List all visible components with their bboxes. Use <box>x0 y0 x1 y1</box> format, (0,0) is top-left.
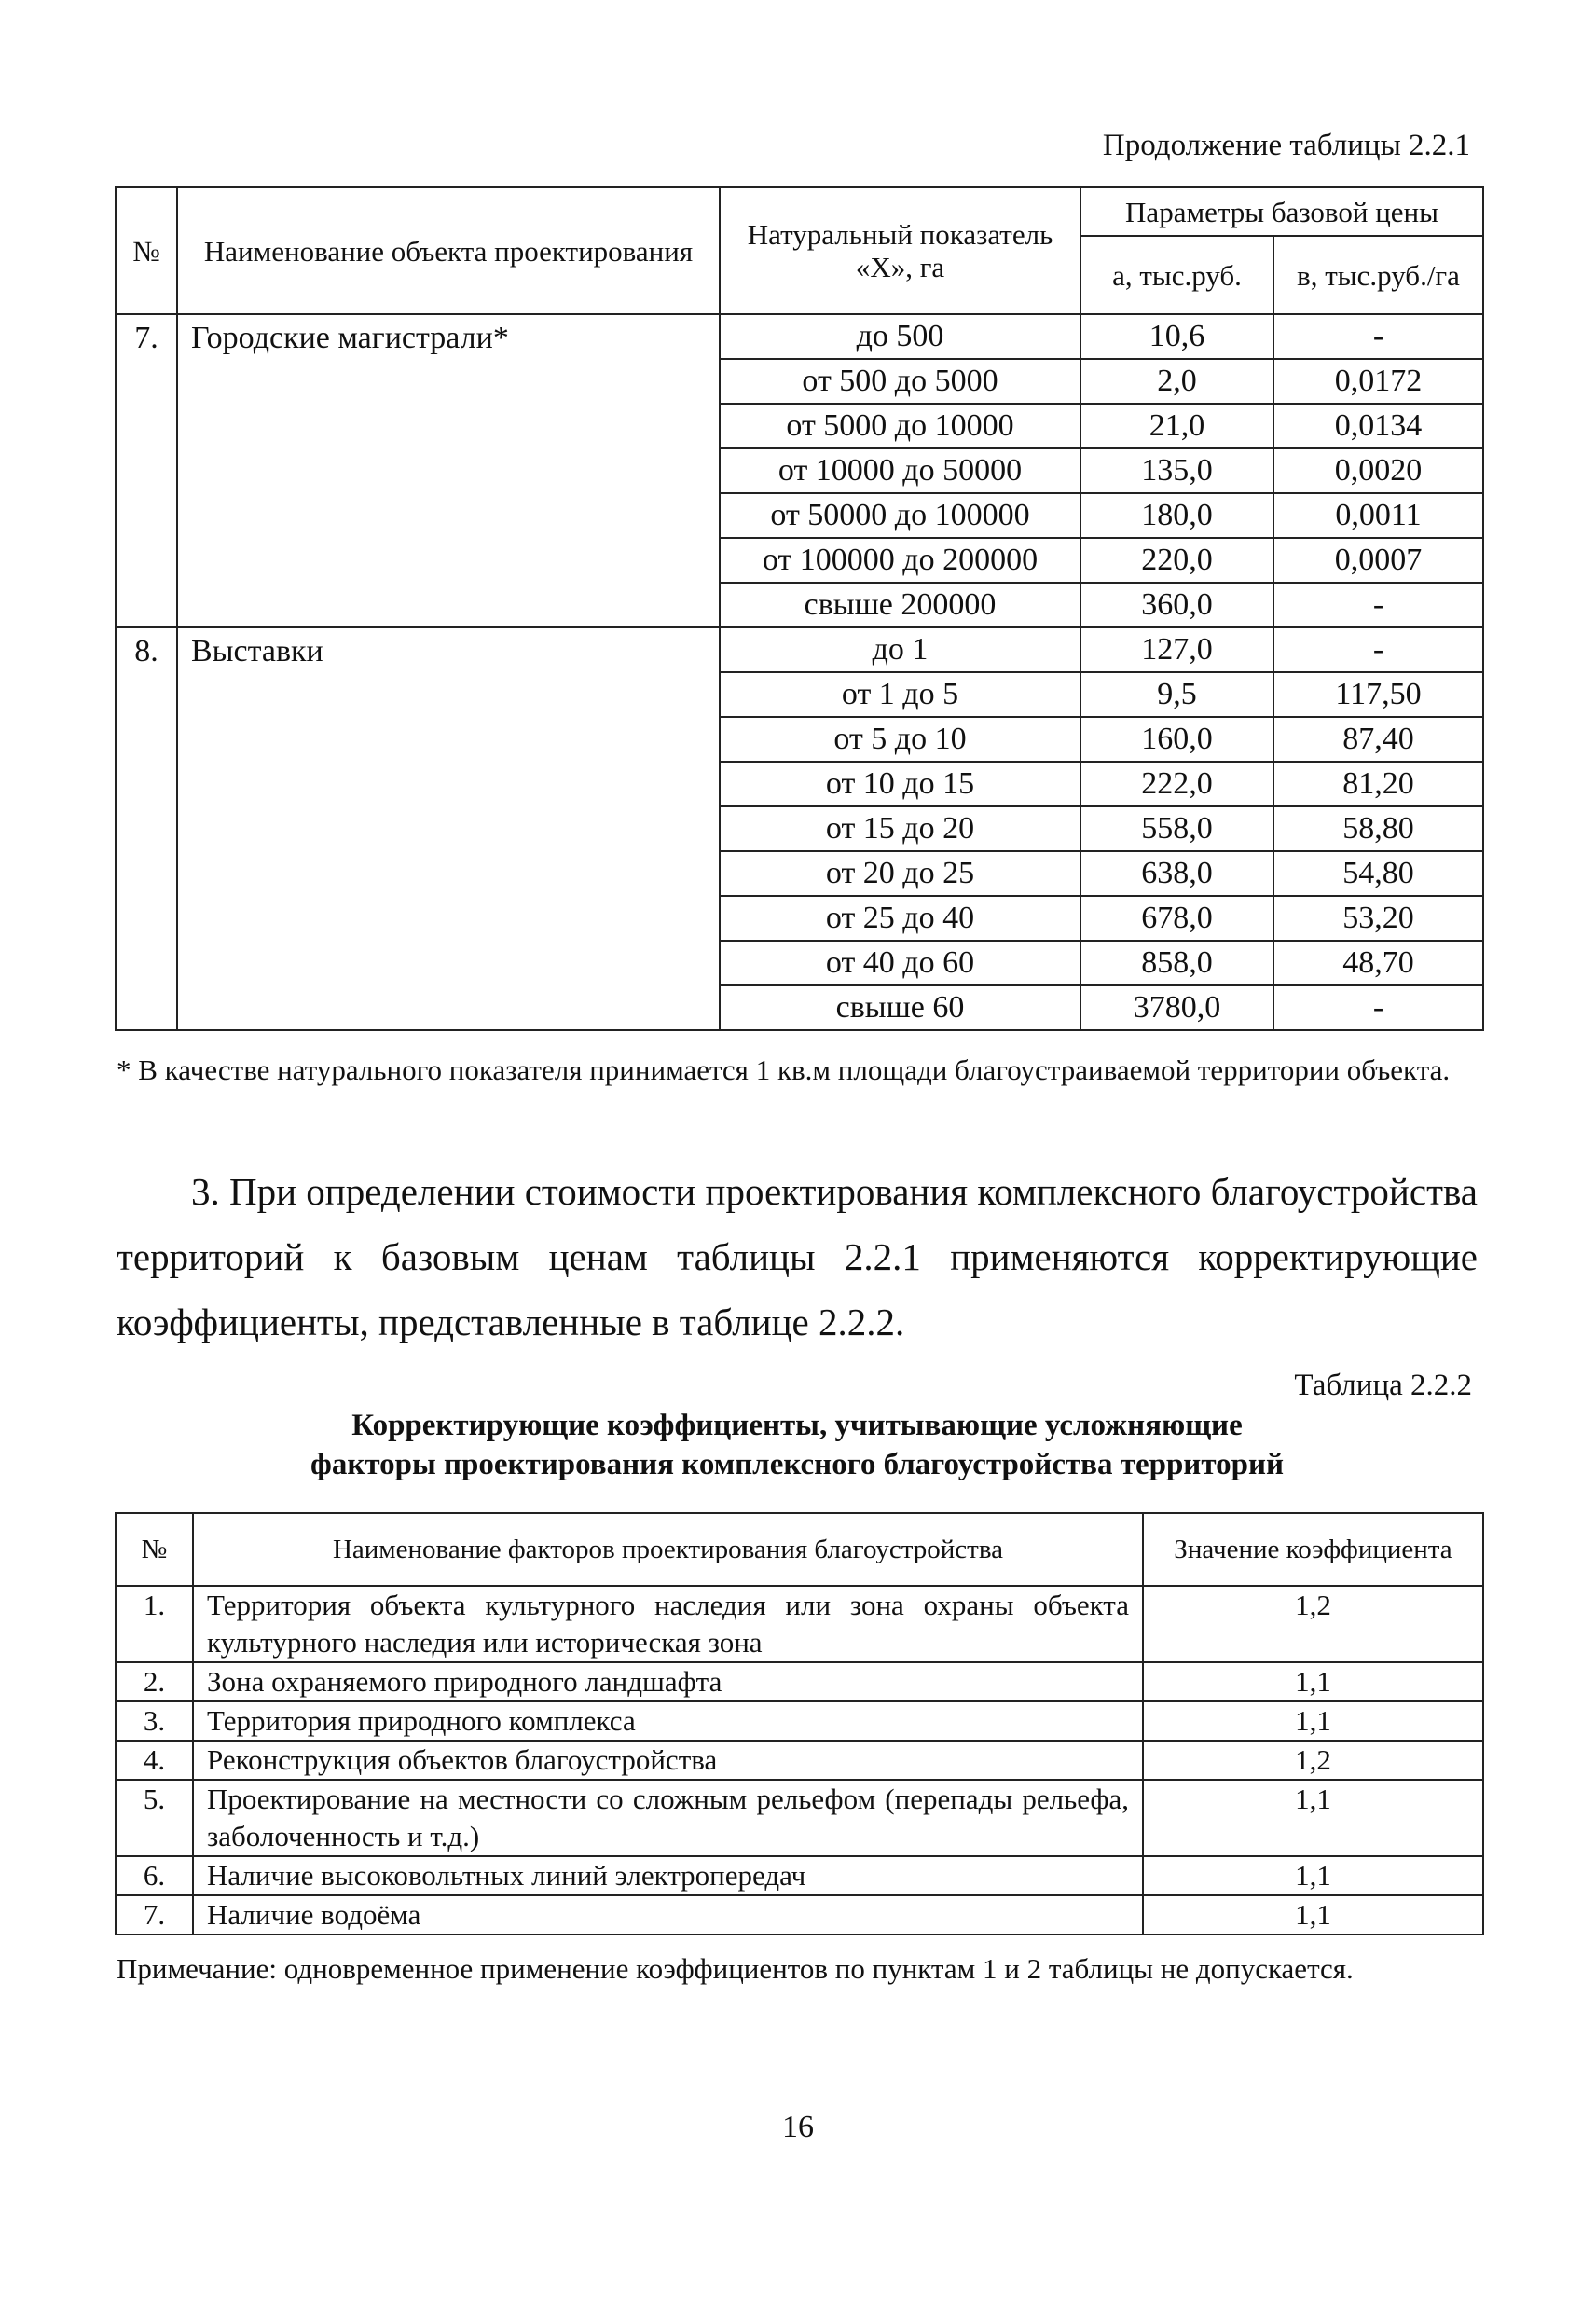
price-b: 0,0007 <box>1273 538 1483 583</box>
object-name: Выставки <box>177 627 720 1030</box>
indicator-range: свыше 200000 <box>720 583 1080 627</box>
indicator-range: от 1 до 5 <box>720 672 1080 717</box>
object-name: Городские магистрали* <box>177 314 720 627</box>
table-row <box>116 1662 1483 1701</box>
table-row <box>116 1780 1483 1856</box>
table-2-title <box>117 1406 1478 1484</box>
price-b: 117,50 <box>1273 672 1483 717</box>
factor-name: Проектирование на местности со сложным рельефом (перепады рельефа, заболоченность и т.д.) <box>193 1780 1143 1856</box>
price-b: 54,80 <box>1273 851 1483 896</box>
indicator-range: от 40 до 60 <box>720 941 1080 985</box>
price-b: 81,20 <box>1273 762 1483 806</box>
indicator-range: от 50000 до 100000 <box>720 493 1080 538</box>
price-b: 0,0020 <box>1273 448 1483 493</box>
row-number: 7. <box>116 1895 193 1934</box>
factor-name: Территория природного комплекса <box>193 1701 1143 1741</box>
header-indicator: Натуральный показатель «Х», га <box>720 187 1080 314</box>
price-b: - <box>1273 985 1483 1030</box>
price-b: 53,20 <box>1273 896 1483 941</box>
header-num: № <box>116 1513 193 1586</box>
price-b: 58,80 <box>1273 806 1483 851</box>
row-number: 5. <box>116 1780 193 1856</box>
indicator-range: от 15 до 20 <box>720 806 1080 851</box>
price-b: 0,0134 <box>1273 404 1483 448</box>
row-number: 8. <box>116 627 177 1030</box>
coefficient-value: 1,1 <box>1143 1895 1483 1934</box>
indicator-range: от 25 до 40 <box>720 896 1080 941</box>
base-price-table <box>115 186 1484 1031</box>
factor-name: Наличие водоёма <box>193 1895 1143 1934</box>
price-a: 10,6 <box>1080 314 1273 359</box>
coefficient-value: 1,1 <box>1143 1856 1483 1895</box>
price-b: - <box>1273 314 1483 359</box>
price-a: 160,0 <box>1080 717 1273 762</box>
coefficient-value: 1,1 <box>1143 1780 1483 1856</box>
footnote: * В качестве натурального показателя принимается 1 кв.м площади благоустраиваемой территории объекта. <box>117 1053 1451 1086</box>
coefficient-value: 1,1 <box>1143 1662 1483 1701</box>
price-a: 222,0 <box>1080 762 1273 806</box>
table-row <box>116 1586 1483 1662</box>
indicator-range: до 1 <box>720 627 1080 672</box>
price-a: 638,0 <box>1080 851 1273 896</box>
header-price-params: Параметры базовой цены <box>1080 187 1483 236</box>
indicator-range: свыше 60 <box>720 985 1080 1030</box>
price-b: - <box>1273 583 1483 627</box>
row-number: 7. <box>116 314 177 627</box>
indicator-range: до 500 <box>720 314 1080 359</box>
table-row <box>116 1856 1483 1895</box>
note: Примечание: одновременное применение коэффициентов по пунктам 1 и 2 таблицы не допускается. <box>117 1952 1354 1985</box>
price-b: - <box>1273 627 1483 672</box>
price-b: 48,70 <box>1273 941 1483 985</box>
factor-name: Реконструкция объектов благоустройства <box>193 1741 1143 1780</box>
table-2-title-line-1: Корректирующие коэффициенты, учитывающие усложняющие <box>351 1409 1243 1442</box>
price-a: 220,0 <box>1080 538 1273 583</box>
coefficient-table <box>115 1512 1484 1935</box>
table-2-label: Таблица 2.2.2 <box>1294 1369 1472 1402</box>
coefficient-value: 1,2 <box>1143 1741 1483 1780</box>
factor-name: Наличие высоковольтных линий электропередач <box>193 1856 1143 1895</box>
header-coefficient: Значение коэффициента <box>1143 1513 1483 1586</box>
price-a: 127,0 <box>1080 627 1273 672</box>
indicator-range: от 20 до 25 <box>720 851 1080 896</box>
price-b: 0,0172 <box>1273 359 1483 404</box>
table-row <box>116 627 1483 672</box>
table-continuation-label: Продолжение таблицы 2.2.1 <box>1102 129 1470 162</box>
price-b: 87,40 <box>1273 717 1483 762</box>
table-row <box>116 1895 1483 1934</box>
table-row <box>116 1701 1483 1741</box>
table-row <box>116 1741 1483 1780</box>
price-a: 858,0 <box>1080 941 1273 985</box>
indicator-range: от 5 до 10 <box>720 717 1080 762</box>
coefficient-value: 1,2 <box>1143 1586 1483 1662</box>
indicator-range: от 100000 до 200000 <box>720 538 1080 583</box>
price-a: 2,0 <box>1080 359 1273 404</box>
header-factor-name: Наименование факторов проектирования благоустройства <box>193 1513 1143 1586</box>
header-b: в, тыс.руб./га <box>1273 236 1483 314</box>
indicator-range: от 5000 до 10000 <box>720 404 1080 448</box>
header-num: № <box>116 187 177 314</box>
price-a: 678,0 <box>1080 896 1273 941</box>
row-number: 3. <box>116 1701 193 1741</box>
header-a: а, тыс.руб. <box>1080 236 1273 314</box>
price-a: 3780,0 <box>1080 985 1273 1030</box>
row-number: 1. <box>116 1586 193 1662</box>
row-number: 2. <box>116 1662 193 1701</box>
row-number: 4. <box>116 1741 193 1780</box>
price-a: 360,0 <box>1080 583 1273 627</box>
coefficient-value: 1,1 <box>1143 1701 1483 1741</box>
paragraph-3: 3. При определении стоимости проектирования комплексного благоустройства территорий к базовым ценам таблицы 2.2.1 применяются корректирующие коэффициенты, представленные в таблице 2.2.2. <box>117 1170 1478 1343</box>
table-2-title-line-2: факторы проектирования комплексного благоустройства территорий <box>310 1448 1284 1481</box>
row-number: 6. <box>116 1856 193 1895</box>
page-number: 16 <box>782 2110 814 2144</box>
price-a: 180,0 <box>1080 493 1273 538</box>
price-b: 0,0011 <box>1273 493 1483 538</box>
price-a: 21,0 <box>1080 404 1273 448</box>
price-a: 9,5 <box>1080 672 1273 717</box>
indicator-range: от 500 до 5000 <box>720 359 1080 404</box>
indicator-range: от 10000 до 50000 <box>720 448 1080 493</box>
factor-name: Зона охраняемого природного ландшафта <box>193 1662 1143 1701</box>
indicator-range: от 10 до 15 <box>720 762 1080 806</box>
price-a: 135,0 <box>1080 448 1273 493</box>
factor-name: Территория объекта культурного наследия или зона охраны объекта культурного наследия или историческая зона <box>193 1586 1143 1662</box>
table-row <box>116 314 1483 359</box>
header-object-name: Наименование объекта проектирования <box>177 187 720 314</box>
price-a: 558,0 <box>1080 806 1273 851</box>
